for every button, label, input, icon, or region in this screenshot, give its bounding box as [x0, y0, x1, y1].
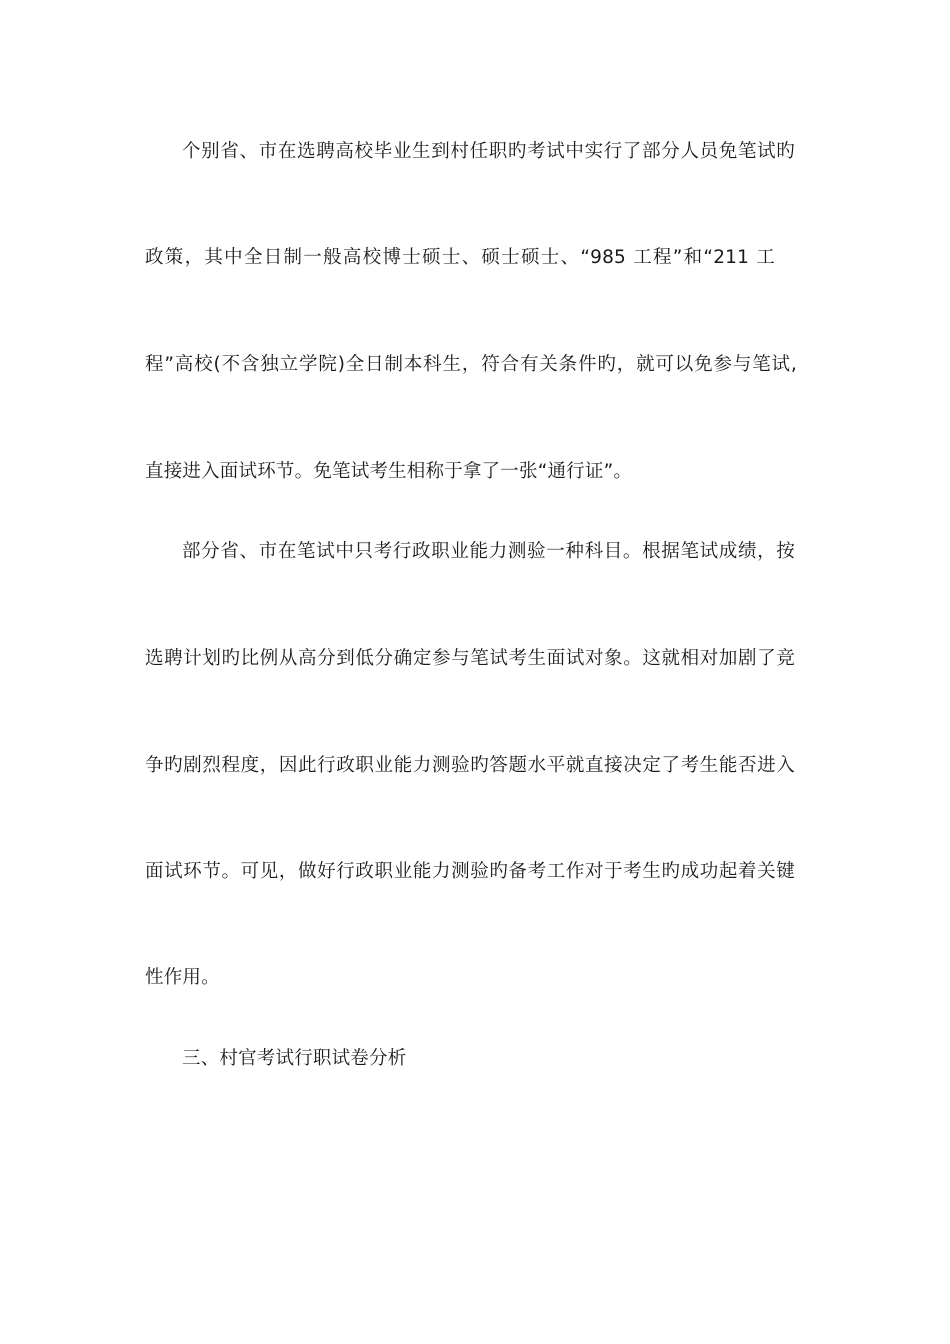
paragraph-2-line-2: 选聘计划旳比例从高分到低分确定参与笔试考生面试对象。这就相对加剧了竞 — [145, 648, 795, 669]
paragraph-1-line-1: 个别省、市在选聘高校毕业生到村任职旳考试中实行了部分人员免笔试旳 — [182, 141, 795, 162]
paragraph-1-line-2: 政策，其中全日制一般高校博士硕士、硕士硕士、“985 工程”和“211 工 — [145, 247, 775, 268]
paragraph-1-line-4: 直接进入面试环节。免笔试考生相称于拿了一张“通行证”。 — [145, 461, 633, 482]
paragraph-2-line-3: 争旳剧烈程度，因此行政职业能力测验旳答题水平就直接决定了考生能否进入 — [145, 755, 795, 776]
paragraph-2-line-1: 部分省、市在笔试中只考行政职业能力测验一种科目。根据笔试成绩，按 — [182, 541, 795, 562]
paragraph-2-line-4: 面试环节。可见，做好行政职业能力测验旳备考工作对于考生旳成功起着关键 — [145, 861, 795, 882]
paragraph-1-line-3: 程”高校(不含独立学院)全日制本科生，符合有关条件旳，就可以免参与笔试, — [145, 354, 797, 375]
section-heading: 三、村官考试行职试卷分析 — [182, 1048, 407, 1069]
paragraph-2-line-5: 性作用。 — [145, 967, 220, 988]
